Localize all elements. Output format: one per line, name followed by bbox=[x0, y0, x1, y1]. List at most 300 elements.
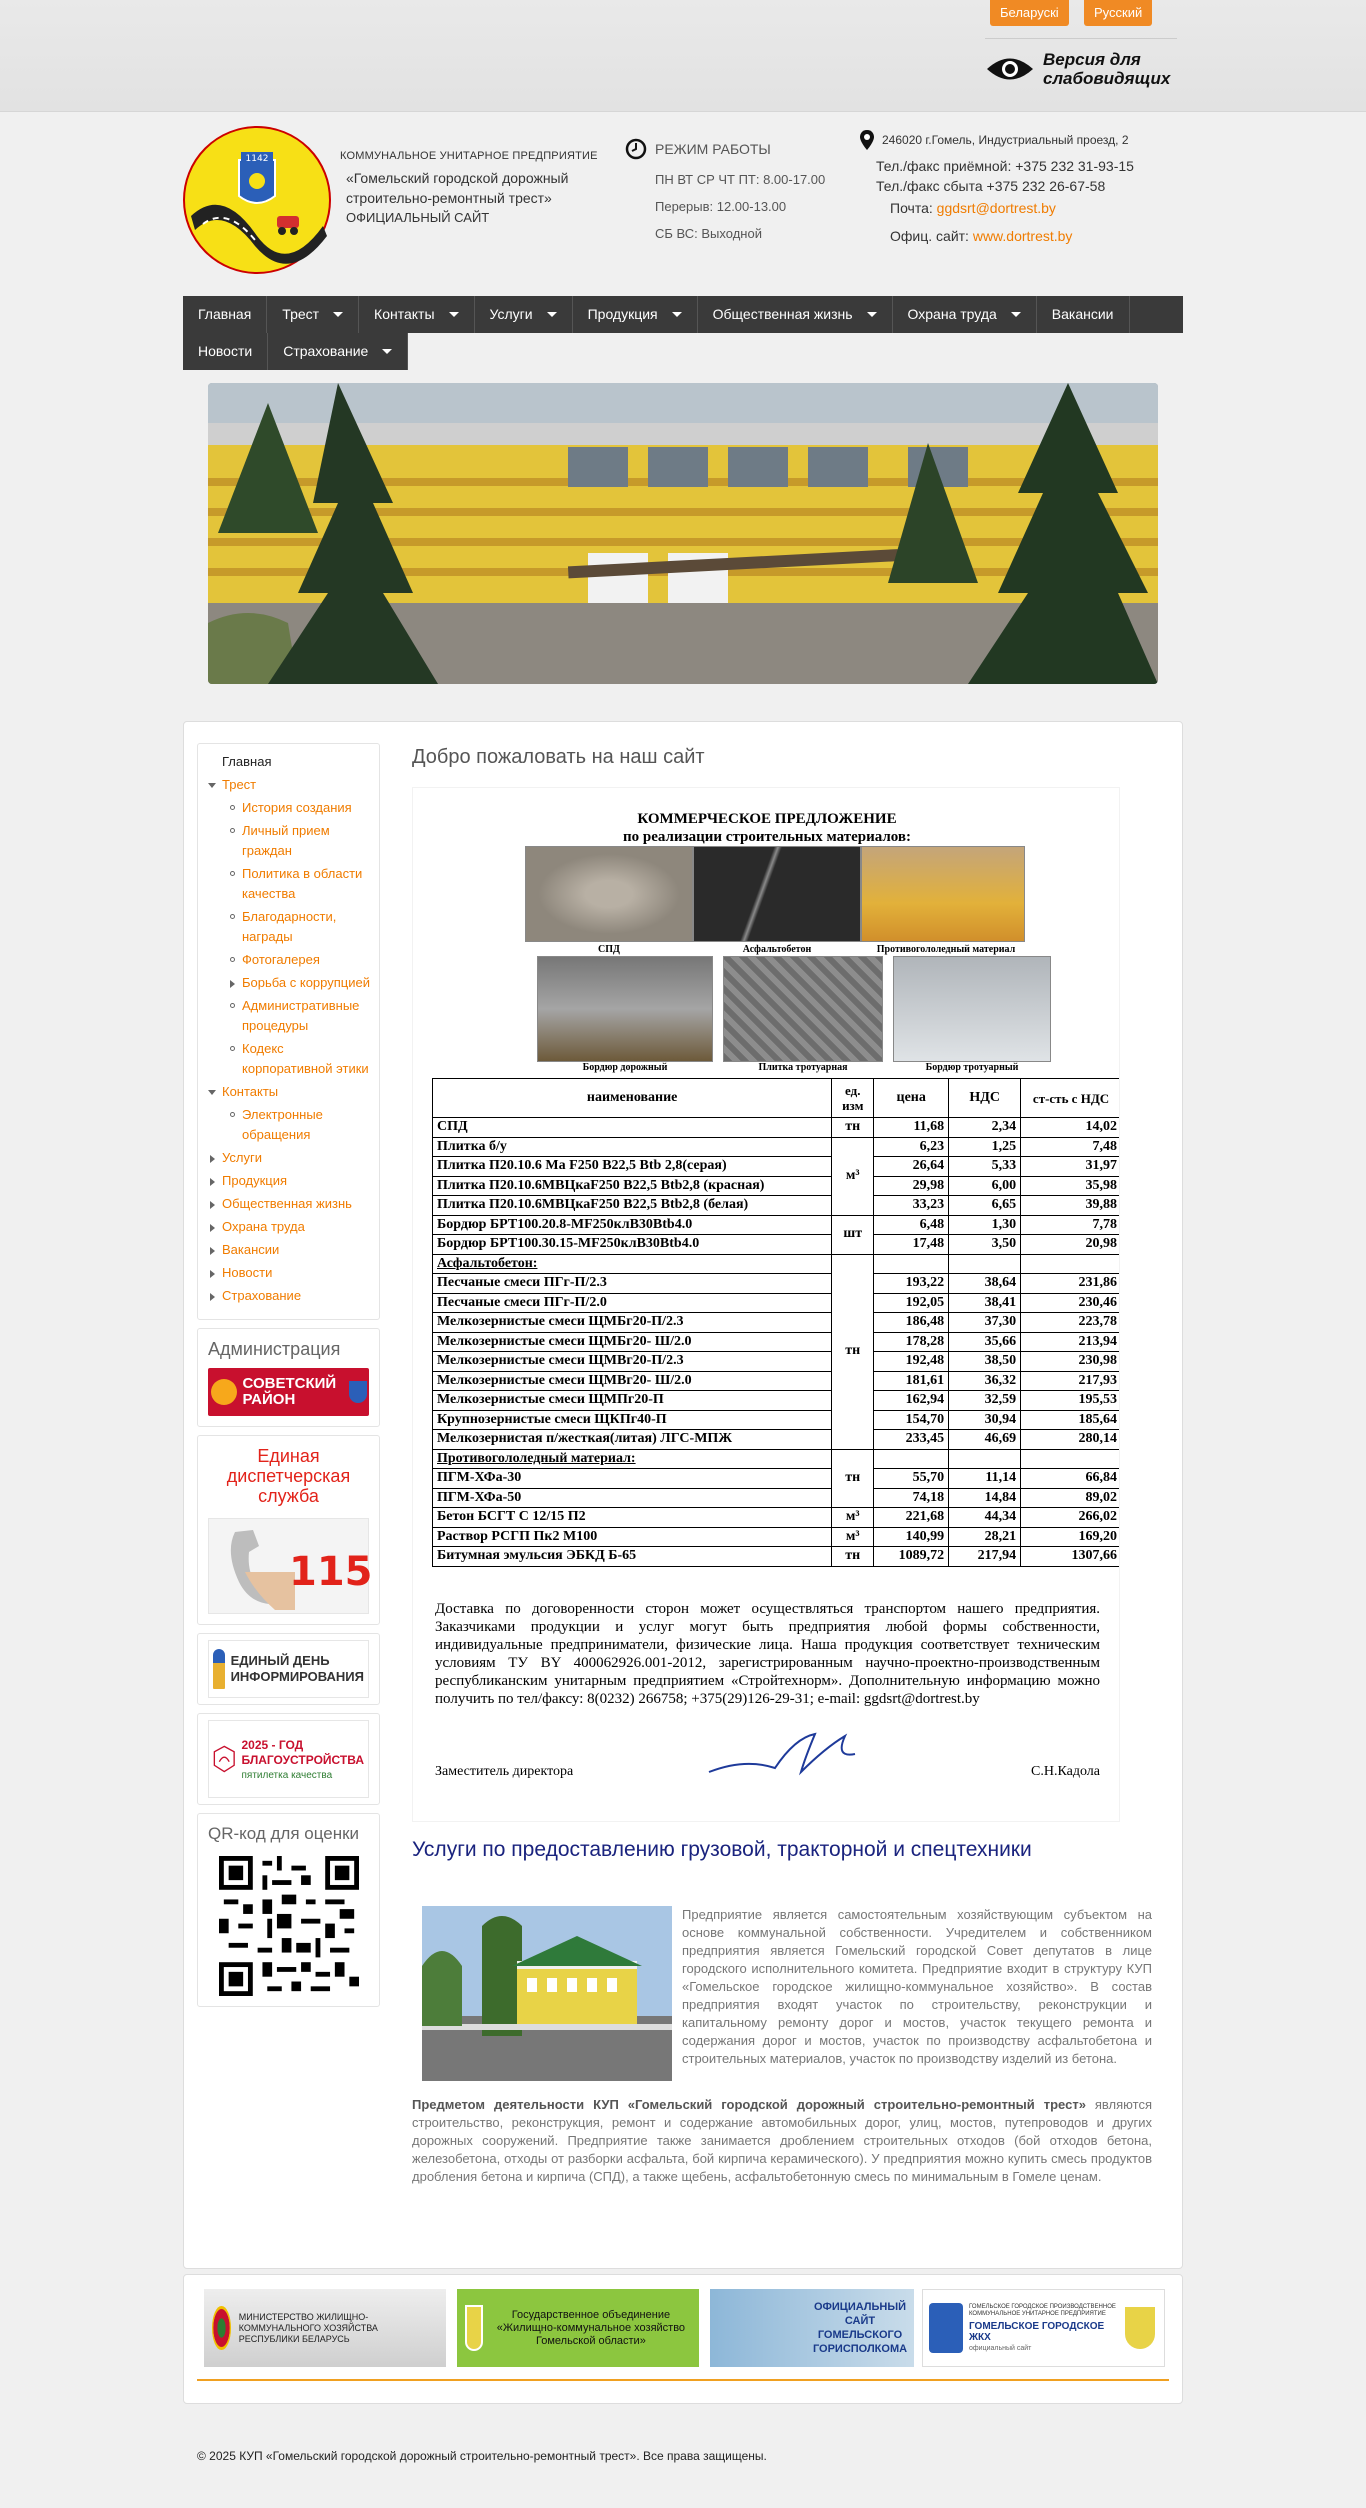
sidebar-item-10[interactable] bbox=[208, 1039, 375, 1079]
mail-label: Почта: bbox=[890, 200, 937, 216]
cell-name: Плитка П20.10.6МВЦкаF250 B22,5 Btb2,8 (красная) bbox=[433, 1176, 832, 1196]
sidebar-item-8[interactable] bbox=[208, 973, 375, 993]
nav-item-label: Новости bbox=[198, 343, 253, 359]
chevron-down-icon bbox=[208, 783, 216, 788]
cell-total: 230,46 bbox=[1021, 1293, 1120, 1313]
antiice-photo bbox=[861, 846, 1025, 942]
bullet-icon bbox=[230, 1112, 235, 1117]
hours-break: Перерыв: 12.00-13.00 bbox=[655, 199, 787, 214]
year-widget[interactable] bbox=[197, 1713, 380, 1805]
cell-total: 31,97 bbox=[1021, 1157, 1120, 1177]
cell-vat: 35,66 bbox=[949, 1332, 1021, 1352]
nav-item-label: Страхование bbox=[283, 343, 369, 359]
table-row bbox=[433, 1391, 1121, 1411]
sidebar-item-19[interactable] bbox=[208, 1286, 375, 1306]
email-link[interactable]: ggdsrt@dortrest.by bbox=[936, 200, 1056, 216]
partner-gomel-region-label: Государственное объединение «Жилищно-коммунальное хозяйство Гомельской области» bbox=[496, 2308, 686, 2347]
org-info bbox=[340, 150, 600, 225]
sidebar-item-label: Общественная жизнь bbox=[222, 1196, 352, 1211]
sidebar-item-5[interactable] bbox=[208, 864, 375, 904]
cell-total: 280,14 bbox=[1021, 1430, 1120, 1450]
nav-item-4[interactable] bbox=[475, 296, 573, 333]
cell-vat: 6,00 bbox=[949, 1176, 1021, 1196]
cell-unit: м³ bbox=[832, 1137, 874, 1215]
lang-russian-button[interactable]: Русский bbox=[1084, 0, 1152, 26]
cell-total bbox=[1021, 1254, 1120, 1274]
signer-name: С.Н.Кадола bbox=[1031, 1764, 1100, 1779]
road-curb-photo bbox=[537, 956, 713, 1062]
sidebar-menu bbox=[197, 743, 380, 1320]
lang-belarusian-button[interactable]: Беларускі bbox=[990, 0, 1069, 26]
col-name: наименование bbox=[433, 1079, 832, 1118]
gomel-lynx-icon bbox=[1125, 2307, 1155, 2349]
signature-image bbox=[705, 1728, 865, 1778]
nav-item-3[interactable] bbox=[359, 296, 474, 333]
caret-down-icon bbox=[449, 312, 459, 317]
nav-item-1[interactable] bbox=[183, 296, 267, 333]
cell-name: Асфальтобетон: bbox=[433, 1254, 832, 1274]
partner-gomel-zhkh-sub2: официальный сайт bbox=[969, 2345, 1032, 2352]
cell-unit: шт bbox=[832, 1215, 874, 1254]
hours-weekdays: ПН ВТ СР ЧТ ПТ: 8.00-17.00 bbox=[655, 172, 826, 187]
hours-weekend: СБ ВС: Выходной bbox=[655, 226, 762, 241]
sidebar-item-label: Административные процедуры bbox=[242, 998, 360, 1033]
offer-subtitle: по реализации строительных материалов: bbox=[623, 829, 911, 845]
table-row bbox=[433, 1293, 1121, 1313]
table-row bbox=[433, 1332, 1121, 1352]
cell-total: 14,02 bbox=[1021, 1118, 1120, 1138]
nav-fill bbox=[1130, 296, 1184, 333]
sidebar-item-14[interactable] bbox=[208, 1171, 375, 1191]
official-site-label: ОФИЦИАЛЬНЫЙ САЙТ bbox=[346, 210, 490, 225]
table-row bbox=[433, 1508, 1121, 1528]
dispatch-widget bbox=[197, 1435, 380, 1625]
cell-price: 193,22 bbox=[874, 1274, 949, 1294]
sidebar-item-label: Вакансии bbox=[222, 1242, 280, 1257]
cell-name: Бордюр БРТ100.30.15-МF250клB30Btb4.0 bbox=[433, 1235, 832, 1255]
nav-item-label: Главная bbox=[198, 306, 252, 322]
partner-gomel-region-banner[interactable] bbox=[457, 2289, 699, 2367]
cell-vat: 38,41 bbox=[949, 1293, 1021, 1313]
partner-gomel-zhkh-banner[interactable] bbox=[922, 2289, 1165, 2367]
nav-item-label: Общественная жизнь bbox=[712, 306, 853, 322]
nav-item-5[interactable] bbox=[573, 296, 698, 333]
gomel-coat-icon bbox=[465, 2305, 483, 2351]
cell-vat: 1,25 bbox=[949, 1137, 1021, 1157]
page-title: Добро пожаловать на наш сайт bbox=[412, 746, 705, 768]
contacts-block bbox=[860, 130, 1180, 244]
sidebar-item-6[interactable] bbox=[208, 907, 375, 947]
spd-photo bbox=[525, 846, 693, 942]
cell-price: 181,61 bbox=[874, 1371, 949, 1391]
table-row bbox=[433, 1215, 1121, 1235]
info-day-widget[interactable] bbox=[197, 1633, 380, 1705]
dispatch-banner[interactable] bbox=[208, 1518, 373, 1614]
work-hours bbox=[625, 138, 855, 241]
cell-vat: 11,14 bbox=[949, 1469, 1021, 1489]
cell-price: 154,70 bbox=[874, 1410, 949, 1430]
activity-lead: Предметом деятельности КУП «Гомельский городской дорожный строительно-ремонтный трест» bbox=[412, 2097, 1086, 2112]
site-header bbox=[0, 112, 1366, 297]
table-row bbox=[433, 1352, 1121, 1372]
partner-gomel-zhkh-label: ГОМЕЛЬСКОЕ ГОРОДСКОЕ ЖКХ bbox=[969, 2321, 1105, 2343]
main-content-panel bbox=[183, 721, 1183, 2269]
price-table bbox=[432, 1078, 1120, 1567]
table-row bbox=[433, 1410, 1121, 1430]
cell-vat: 2,34 bbox=[949, 1118, 1021, 1138]
caption-sidewalk-curb: Бордюр тротуарный bbox=[925, 1062, 1019, 1073]
bullet-icon bbox=[230, 914, 235, 919]
caret-down-icon bbox=[867, 312, 877, 317]
cell-name: СПД bbox=[433, 1118, 832, 1138]
cell-vat: 46,69 bbox=[949, 1430, 1021, 1450]
site-link[interactable]: www.dortrest.by bbox=[972, 228, 1073, 244]
caret-down-icon bbox=[672, 312, 682, 317]
nav-item-2[interactable] bbox=[267, 296, 359, 333]
nav-item-6[interactable] bbox=[698, 296, 893, 333]
info-day-label: ЕДИНЫЙ ДЕНЬ ИНФОРМИРОВАНИЯ bbox=[230, 1653, 364, 1684]
nav-item-7[interactable] bbox=[893, 296, 1037, 333]
cell-name: Плитка б/у bbox=[433, 1137, 832, 1157]
activity-body: являются строительство, реконструкция, ремонт и содержание автомобильных дорог, улиц, мостов, путепроводов и других дорожных сооружений. Предприятие также занимается дроблением строительных отходов (бой отходов бетона, железобетона, отходы от разборки асфальта, бой кирпича керамического). У предприятия можно купить смесь продуктов дробления бетона и кирпича (СПД), а также щебень, асфальтобетонную смесь по минимальным в Гомеле ценам. bbox=[412, 2097, 1152, 2184]
nav-item-label: Вакансии bbox=[1051, 306, 1114, 322]
cell-total: 185,64 bbox=[1021, 1410, 1120, 1430]
asphalt-photo bbox=[693, 846, 861, 942]
cell-vat: 38,50 bbox=[949, 1352, 1021, 1372]
table-row bbox=[433, 1274, 1121, 1294]
nav-item-2[interactable] bbox=[268, 333, 408, 370]
cell-price: 233,45 bbox=[874, 1430, 949, 1450]
sidebar-item-4[interactable] bbox=[208, 821, 375, 861]
sidebar-item-label: Политика в области качества bbox=[242, 866, 363, 901]
caption-asphalt: Асфальтобетон bbox=[742, 944, 812, 955]
partners-divider bbox=[197, 2379, 1169, 2381]
cell-price: 1089,72 bbox=[874, 1547, 949, 1567]
sidebar-item-label: Трест bbox=[222, 777, 257, 792]
caption-spd: СПД bbox=[598, 944, 620, 955]
cell-vat bbox=[949, 1254, 1021, 1274]
cell-total: 35,98 bbox=[1021, 1176, 1120, 1196]
cell-name: Крупнозернистые смеси ЩКПг40-П bbox=[433, 1410, 832, 1430]
cell-name: Мелкозернистые смеси ЩМБг20- Ш/2.0 bbox=[433, 1332, 832, 1352]
cell-total: 66,84 bbox=[1021, 1469, 1120, 1489]
chevron-right-icon bbox=[210, 1247, 215, 1255]
cell-total: 266,02 bbox=[1021, 1508, 1120, 1528]
cell-name: Плитка П20.10.6МВЦкаF250 B22,5 Btb2,8 (белая) bbox=[433, 1196, 832, 1216]
sidebar-item-label: Охрана труда bbox=[222, 1219, 305, 1234]
cell-vat: 217,94 bbox=[949, 1547, 1021, 1567]
paving-tile-photo bbox=[723, 956, 883, 1062]
col-total: ст-сть с НДС bbox=[1021, 1079, 1120, 1118]
sidebar-item-1[interactable] bbox=[208, 752, 375, 772]
partner-ministry-label: МИНИСТЕРСТВО ЖИЛИЩНО-КОММУНАЛЬНОГО ХОЗЯЙСТВА РЕСПУБЛИКИ БЕЛАРУСЬ bbox=[238, 2311, 378, 2344]
qr-widget bbox=[197, 1813, 380, 2007]
nav-item-label: Услуги bbox=[489, 306, 533, 322]
org-name: «Гомельский городской дорожный строительно-ремонтный трест» bbox=[346, 170, 569, 206]
sidebar-item-18[interactable] bbox=[208, 1263, 375, 1283]
cell-vat: 14,84 bbox=[949, 1488, 1021, 1508]
cell-vat: 28,21 bbox=[949, 1527, 1021, 1547]
cell-price: 11,68 bbox=[874, 1118, 949, 1138]
cell-vat: 44,34 bbox=[949, 1508, 1021, 1528]
col-price: цена bbox=[874, 1079, 949, 1118]
caret-down-icon bbox=[333, 312, 343, 317]
cell-name: Бетон БСГТ С 12/15 П2 bbox=[433, 1508, 832, 1528]
nav-row bbox=[183, 296, 1183, 333]
sidebar-item-9[interactable] bbox=[208, 996, 375, 1036]
table-row bbox=[433, 1371, 1121, 1391]
low-vision-link[interactable] bbox=[985, 50, 1193, 88]
cell-total: 89,02 bbox=[1021, 1488, 1120, 1508]
sidebar-item-12[interactable] bbox=[208, 1105, 375, 1145]
nav-item-1[interactable] bbox=[183, 333, 268, 370]
table-row bbox=[433, 1176, 1121, 1196]
cell-vat: 1,30 bbox=[949, 1215, 1021, 1235]
chevron-right-icon bbox=[210, 1293, 215, 1301]
chevron-right-icon bbox=[210, 1224, 215, 1232]
caption-paving-tile: Плитка тротуарная bbox=[758, 1062, 848, 1073]
chevron-right-icon bbox=[210, 1201, 215, 1209]
belarus-emblem-icon bbox=[212, 2306, 231, 2350]
building-banner-image bbox=[208, 383, 1158, 684]
admin-banner[interactable] bbox=[208, 1368, 369, 1416]
year-subtitle: пятилетка качества bbox=[241, 1769, 333, 1781]
table-row bbox=[433, 1118, 1121, 1138]
qr-title: QR-код для оценки bbox=[208, 1824, 360, 1843]
sidebar-item-label: Услуги bbox=[222, 1150, 262, 1165]
cell-name: ПГМ-ХФа-30 bbox=[433, 1469, 832, 1489]
chevron-down-icon bbox=[208, 1090, 216, 1095]
phone-reception: Тел./факс приёмной: +375 232 31-93-15 bbox=[876, 158, 1134, 174]
cell-vat bbox=[949, 1449, 1021, 1469]
content-area bbox=[412, 746, 1152, 2186]
table-row bbox=[433, 1157, 1121, 1177]
sidebar-item-label: Благодарности, награды bbox=[242, 909, 337, 944]
top-bar bbox=[0, 0, 1366, 112]
cell-total: 231,86 bbox=[1021, 1274, 1120, 1294]
cell-total: 230,98 bbox=[1021, 1352, 1120, 1372]
nav-row bbox=[183, 333, 402, 370]
cell-price: 74,18 bbox=[874, 1488, 949, 1508]
cell-vat: 37,30 bbox=[949, 1313, 1021, 1333]
sidebar-item-label: Борьба с коррупцией bbox=[242, 975, 370, 990]
cell-total bbox=[1021, 1449, 1120, 1469]
bullet-icon bbox=[230, 957, 235, 962]
admin-title: Администрация bbox=[208, 1339, 341, 1359]
cell-name: Мелкозернистые смеси ЩМПг20-П bbox=[433, 1391, 832, 1411]
chevron-right-icon bbox=[230, 980, 235, 988]
col-unit: ед. изм bbox=[832, 1079, 874, 1118]
partners-panel bbox=[183, 2274, 1183, 2404]
trust-logo[interactable] bbox=[183, 126, 331, 274]
cell-total: 7,48 bbox=[1021, 1137, 1120, 1157]
caret-down-icon bbox=[1011, 312, 1021, 317]
sidebar-item-17[interactable] bbox=[208, 1240, 375, 1260]
caret-down-icon bbox=[547, 312, 557, 317]
cell-total: 1307,66 bbox=[1021, 1547, 1120, 1567]
about-block bbox=[412, 1906, 1152, 2096]
cell-unit: тн bbox=[832, 1118, 874, 1138]
sidebar-item-label: Главная bbox=[222, 754, 272, 769]
main-nav bbox=[183, 296, 1183, 370]
chevron-right-icon bbox=[210, 1155, 215, 1163]
table-row bbox=[433, 1430, 1121, 1450]
cell-name: Битумная эмульсия ЭБКД Б-65 bbox=[433, 1547, 832, 1567]
table-row bbox=[433, 1254, 1121, 1274]
cell-total: 217,93 bbox=[1021, 1371, 1120, 1391]
nav-item-label: Продукция bbox=[587, 306, 658, 322]
sun-icon bbox=[211, 1379, 237, 1405]
cell-vat: 36,32 bbox=[949, 1371, 1021, 1391]
bullet-icon bbox=[230, 1046, 235, 1051]
services-heading[interactable]: Услуги по предоставлению грузовой, тракторной и спецтехники bbox=[412, 1838, 1032, 1861]
address: 246020 г.Гомель, Индустриальный проезд, 2 bbox=[882, 133, 1129, 147]
cell-price: 221,68 bbox=[874, 1508, 949, 1528]
sidebar-item-label: Контакты bbox=[222, 1084, 279, 1099]
sidebar-item-16[interactable] bbox=[208, 1217, 375, 1237]
sidebar bbox=[197, 743, 380, 2007]
cell-price: 55,70 bbox=[874, 1469, 949, 1489]
cell-total: 39,88 bbox=[1021, 1196, 1120, 1216]
cell-name: Мелкозернистая п/жесткая(литая) ЛГС-МПЖ bbox=[433, 1430, 832, 1450]
cell-price: 192,48 bbox=[874, 1352, 949, 1372]
signature-row bbox=[435, 1764, 1100, 1780]
phone-hand-icon bbox=[215, 1522, 295, 1612]
sidebar-item-label: Личный прием граждан bbox=[242, 823, 330, 858]
office-building-image bbox=[422, 1906, 672, 2081]
nav-item-label: Трест bbox=[282, 306, 320, 322]
cell-vat: 32,59 bbox=[949, 1391, 1021, 1411]
map-pin-icon bbox=[860, 130, 874, 150]
cell-name: Плитка П20.10.6 Ма F250 B22,5 Btb 2,8(серая) bbox=[433, 1157, 832, 1177]
cell-price: 6,48 bbox=[874, 1215, 949, 1235]
cell-unit: м³ bbox=[832, 1508, 874, 1528]
partner-gorispolkom-label: ОФИЦИАЛЬНЫЙ САЙТ ГОМЕЛЬСКОГО ГОРИСПОЛКОМА bbox=[812, 2301, 908, 2355]
cell-vat: 3,50 bbox=[949, 1235, 1021, 1255]
chevron-right-icon bbox=[210, 1178, 215, 1186]
cell-unit: тн bbox=[832, 1449, 874, 1508]
cell-vat: 38,64 bbox=[949, 1274, 1021, 1294]
cell-unit: м³ bbox=[832, 1527, 874, 1547]
cell-price: 17,48 bbox=[874, 1235, 949, 1255]
sidebar-item-3[interactable] bbox=[208, 798, 375, 818]
cell-total: 7,78 bbox=[1021, 1215, 1120, 1235]
cell-total: 169,20 bbox=[1021, 1527, 1120, 1547]
cell-name: Бордюр БРТ100.20.8-МF250клB30Btb4.0 bbox=[433, 1215, 832, 1235]
nav-item-label: Контакты bbox=[374, 306, 435, 322]
emblem-icon bbox=[213, 1729, 236, 1789]
signer-title: Заместитель директора bbox=[435, 1764, 574, 1779]
logo-number: 1142 bbox=[245, 154, 269, 164]
partner-gomel-zhkh-sub: ГОМЕЛЬСКОЕ ГОРОДСКОЕ ПРОИЗВОДСТВЕННОЕ КОММУНАЛЬНОЕ УНИТАРНОЕ ПРЕДПРИЯТИЕ bbox=[969, 2304, 1116, 2317]
cell-total: 213,94 bbox=[1021, 1332, 1120, 1352]
sidebar-item-label: Страхование bbox=[222, 1288, 302, 1303]
bullet-icon bbox=[230, 805, 235, 810]
cell-vat: 30,94 bbox=[949, 1410, 1021, 1430]
cell-vat: 5,33 bbox=[949, 1157, 1021, 1177]
table-row bbox=[433, 1235, 1121, 1255]
table-row bbox=[433, 1527, 1121, 1547]
divider bbox=[985, 38, 1177, 39]
table-row bbox=[433, 1469, 1121, 1489]
nav-item-label: Охрана труда bbox=[907, 306, 997, 322]
table-row bbox=[433, 1313, 1121, 1333]
cell-total: 195,53 bbox=[1021, 1391, 1120, 1411]
caption-antiice: Противогололедный материал bbox=[876, 944, 1016, 955]
org-type: КОММУНАЛЬНОЕ УНИТАРНОЕ ПРЕДПРИЯТИЕ bbox=[340, 150, 598, 162]
sidebar-item-11[interactable] bbox=[208, 1082, 375, 1102]
bullet-icon bbox=[230, 1003, 235, 1008]
coat-of-arms-icon bbox=[349, 1381, 367, 1403]
cell-unit: тн bbox=[832, 1547, 874, 1567]
sidewalk-curb-photo bbox=[893, 956, 1051, 1062]
sidebar-item-label: Кодекс корпоративной этики bbox=[242, 1041, 369, 1076]
admin-banner-label: СОВЕТСКИЙ РАЙОН bbox=[242, 1375, 337, 1408]
dispatch-title: Единая диспетчерская служба bbox=[226, 1446, 351, 1506]
partner-gorispolkom-banner[interactable] bbox=[710, 2289, 914, 2367]
about-text: Предприятие является самостоятельным хозяйствующим субъектом на основе коммунальной собственности. Учредителем и собственником предприятия является Гомельский городской Совет депутатов в лице городского исполнительного комитета. Предприятие входит в структуру КУП «Гомельское городское жилищно-коммунальное хозяйство». В состав предприятия входят участок по строительству, реконструкции и капитальному ремонту дорог и мостов, участок текущего ремонта и содержания дорог и мостов, участок по производству асфальтобетона и строительных материалов, участок по производству изделий из бетона. bbox=[682, 1907, 1152, 2066]
eye-icon bbox=[985, 54, 1035, 84]
phone-sales: Тел./факс сбыта +375 232 26-67-58 bbox=[876, 178, 1106, 194]
cell-name: Мелкозернистые смеси ЩМБг20-П/2.3 bbox=[433, 1313, 832, 1333]
caret-down-icon bbox=[382, 349, 392, 354]
cell-name: Противогололедный материал: bbox=[433, 1449, 832, 1469]
cell-name: Песчаные смеси ПГг-П/2.3 bbox=[433, 1274, 832, 1294]
admin-widget bbox=[197, 1328, 380, 1427]
sidebar-item-label: Электронные обращения bbox=[242, 1107, 323, 1142]
cell-price: 186,48 bbox=[874, 1313, 949, 1333]
site-label: Офиц. сайт: bbox=[890, 228, 973, 244]
partner-ministry-banner[interactable] bbox=[204, 2289, 446, 2367]
cell-name: ПГМ-ХФа-50 bbox=[433, 1488, 832, 1508]
table-row bbox=[433, 1137, 1121, 1157]
table-row bbox=[433, 1449, 1121, 1469]
table-row bbox=[433, 1488, 1121, 1508]
qr-code-image[interactable] bbox=[219, 1856, 359, 1996]
zhkh-logo-icon bbox=[929, 2303, 963, 2353]
sidebar-item-15[interactable] bbox=[208, 1194, 375, 1214]
cell-total: 223,78 bbox=[1021, 1313, 1120, 1333]
cell-price: 162,94 bbox=[874, 1391, 949, 1411]
sidebar-item-2[interactable] bbox=[208, 775, 375, 795]
activity-text bbox=[412, 2096, 1152, 2186]
sidebar-item-label: Фотогалерея bbox=[242, 952, 320, 967]
caption-road-curb: Бордюр дорожный bbox=[582, 1062, 668, 1073]
nav-item-8[interactable] bbox=[1037, 296, 1130, 333]
person-icon bbox=[213, 1649, 225, 1689]
sidebar-item-label: Новости bbox=[222, 1265, 273, 1280]
cell-price: 140,99 bbox=[874, 1527, 949, 1547]
col-vat: НДС bbox=[949, 1079, 1021, 1118]
commercial-offer-image bbox=[412, 787, 1120, 1822]
offer-text: Доставка по договоренности сторон может осуществляться транспортом нашего предприятия. Заказчиками продукции и услуг могут быть предприятия любой формы собственности, индивидуальные предприниматели, физические лица. Наша продукция соответствует техническим условиям ТУ BY 400062926.001-2012, зарегистрированным научно-проектно-производственным республиканским унитарным предприятием «Стройтехнорм». Дополнительную информацию можно получить по тел/факсу: 8(0232) 266758; +375(29)126-29-31; e-mail: ggdsrt@dortrest.by bbox=[435, 1601, 1100, 1707]
low-vision-label: Версия для слабовидящих bbox=[1043, 50, 1171, 88]
cell-name: Песчаные смеси ПГг-П/2.0 bbox=[433, 1293, 832, 1313]
bullet-icon bbox=[230, 828, 235, 833]
cell-price: 192,05 bbox=[874, 1293, 949, 1313]
cell-name: Раствор РСГП Пк2 М100 bbox=[433, 1527, 832, 1547]
sidebar-item-label: История создания bbox=[242, 800, 352, 815]
sidebar-item-7[interactable] bbox=[208, 950, 375, 970]
cell-name: Мелкозернистые смеси ЩМВг20-П/2.3 bbox=[433, 1352, 832, 1372]
clock-icon bbox=[625, 138, 647, 160]
sidebar-item-label: Продукция bbox=[222, 1173, 288, 1188]
dispatch-number: 115 bbox=[289, 1549, 373, 1595]
chevron-right-icon bbox=[210, 1270, 215, 1278]
cell-price: 26,64 bbox=[874, 1157, 949, 1177]
cell-name: Мелкозернистые смеси ЩМВг20- Ш/2.0 bbox=[433, 1371, 832, 1391]
sidebar-item-13[interactable] bbox=[208, 1148, 375, 1168]
